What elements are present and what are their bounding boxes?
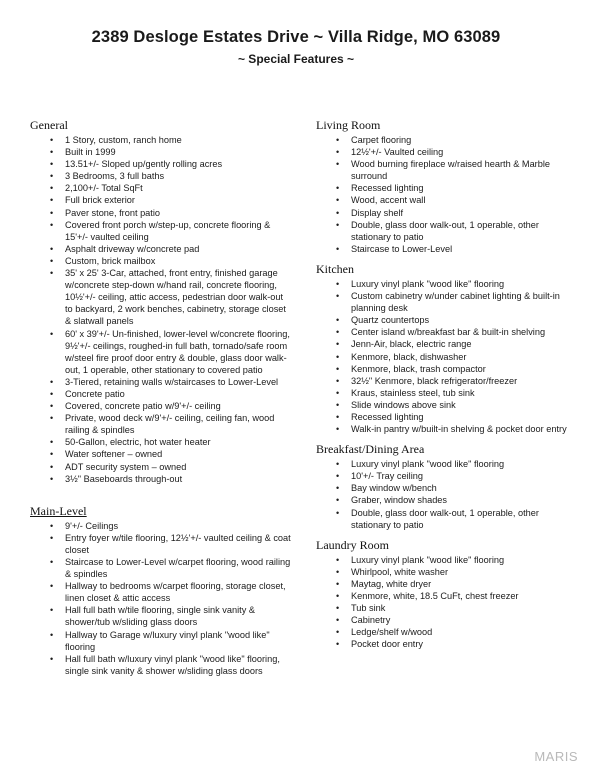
bullet-icon: • xyxy=(336,399,340,410)
feature-item xyxy=(30,580,292,604)
feature-text: Built in 1999 xyxy=(65,147,116,158)
right-column xyxy=(316,118,578,657)
feature-text: 50-Gallon, electric, hot water heater xyxy=(65,437,211,448)
feature-list xyxy=(316,134,578,255)
bullet-icon: • xyxy=(50,413,54,424)
feature-item xyxy=(30,376,292,388)
feature-list xyxy=(316,554,578,651)
bullet-icon: • xyxy=(50,171,54,182)
feature-text: 13.51+/- Sloped up/gently rolling acres xyxy=(65,159,223,170)
bullet-icon: • xyxy=(336,159,340,170)
feature-item xyxy=(316,554,578,566)
feature-text: Staircase to Lower-Level w/carpet flooring, wood railing & spindles xyxy=(65,557,291,580)
feature-text: 2,100+/- Total SqFt xyxy=(65,183,143,194)
feature-text: 60' x 39'+/- Un-finished, lower-level w/concrete flooring, 9½'+/- ceilings, roughed-in full bath, tornado/safe room w/steel fire proof door entry & double, glass door walk-out, 1 operable, other stationary to covered patio xyxy=(65,328,290,375)
feature-text: Quartz countertops xyxy=(351,315,430,326)
feature-item xyxy=(30,194,292,206)
bullet-icon: • xyxy=(336,603,340,614)
feature-text: 3½" Baseboards through-out xyxy=(65,473,183,484)
feature-item xyxy=(316,626,578,638)
bullet-icon: • xyxy=(336,135,340,145)
feature-item xyxy=(316,507,578,531)
feature-text: Water softener – owned xyxy=(65,449,163,460)
feature-text: Pocket door entry xyxy=(351,639,424,650)
feature-text: Recessed lighting xyxy=(351,183,424,194)
feature-item xyxy=(316,578,578,590)
feature-text: Kenmore, black, dishwasher xyxy=(351,351,467,362)
feature-text: Kraus, stainless steel, tub sink xyxy=(351,387,475,398)
bullet-icon: • xyxy=(336,639,340,650)
feature-text: Double, glass door walk-out, 1 operable, other stationary to patio xyxy=(351,219,539,242)
feature-item xyxy=(30,158,292,170)
feature-text: 3-Tiered, retaining walls w/staircases to Lower-Level xyxy=(65,376,279,387)
bullet-icon: • xyxy=(336,243,340,254)
bullet-icon: • xyxy=(336,363,340,374)
feature-item xyxy=(30,388,292,400)
bullet-icon: • xyxy=(50,605,54,616)
section-main-level xyxy=(30,504,292,677)
bullet-icon: • xyxy=(336,483,340,494)
feature-item xyxy=(316,194,578,206)
feature-text: Custom cabinetry w/under cabinet lighting & built-in planning desk xyxy=(351,291,560,314)
bullet-icon: • xyxy=(50,135,54,145)
feature-item xyxy=(316,602,578,614)
feature-text: Slide windows above sink xyxy=(351,399,456,410)
bullet-icon: • xyxy=(336,578,340,589)
feature-text: Luxury vinyl plank "wood like" flooring xyxy=(351,278,505,289)
bullet-icon: • xyxy=(336,459,340,470)
feature-text: 12½'+/- Vaulted ceiling xyxy=(351,147,444,158)
feature-item xyxy=(30,532,292,556)
feature-text: Entry foyer w/tile flooring, 12½'+/- vaulted ceiling & coat closet xyxy=(65,532,291,555)
bullet-icon: • xyxy=(336,278,340,289)
section-heading: Living Room xyxy=(316,118,381,132)
bullet-icon: • xyxy=(336,591,340,601)
bullet-icon: • xyxy=(336,219,340,230)
feature-text: Kenmore, white, 18.5 CuFt, chest freezer xyxy=(351,591,519,601)
feature-text: Display shelf xyxy=(351,207,404,218)
feature-text: 10'+/- Tray ceiling xyxy=(351,471,423,482)
feature-text: Jenn-Air, black, electric range xyxy=(351,339,472,350)
feature-item xyxy=(316,494,578,506)
feature-item xyxy=(30,255,292,267)
feature-item xyxy=(316,243,578,255)
feature-item xyxy=(30,182,292,194)
section-general xyxy=(30,118,292,485)
bullet-icon: • xyxy=(336,291,340,302)
feature-text: Asphalt driveway w/concrete pad xyxy=(65,243,200,254)
feature-text: Center island w/breakfast bar & built-in shelving xyxy=(351,327,546,338)
feature-text: Hallway to Garage w/luxury vinyl plank "wood like" flooring xyxy=(65,629,270,652)
bullet-icon: • xyxy=(336,471,340,482)
feature-item xyxy=(316,458,578,470)
feature-item xyxy=(316,314,578,326)
feature-item xyxy=(30,207,292,219)
feature-text: Cabinetry xyxy=(351,615,391,626)
feature-text: Tub sink xyxy=(351,603,386,614)
left-column xyxy=(30,118,292,684)
bullet-icon: • xyxy=(50,653,54,664)
bullet-icon: • xyxy=(50,243,54,254)
bullet-icon: • xyxy=(50,388,54,399)
feature-list xyxy=(316,278,578,435)
feature-text: 1 Story, custom, ranch home xyxy=(65,135,182,145)
bullet-icon: • xyxy=(50,219,54,230)
section-heading: Breakfast/Dining Area xyxy=(316,442,425,457)
feature-text: Walk-in pantry w/built-in shelving & pocket door entry xyxy=(351,424,567,435)
feature-item xyxy=(30,461,292,473)
feature-item xyxy=(316,638,578,650)
bullet-icon: • xyxy=(50,473,54,484)
feature-text: Paver stone, front patio xyxy=(65,207,160,218)
bullet-icon: • xyxy=(50,255,54,266)
feature-item xyxy=(316,614,578,626)
feature-text: Wood, accent wall xyxy=(351,195,426,206)
feature-text: Covered front porch w/step-up, concrete flooring & 15'+/- vaulted ceiling xyxy=(65,219,271,242)
feature-list xyxy=(30,134,292,485)
bullet-icon: • xyxy=(336,351,340,362)
feature-item xyxy=(30,267,292,327)
bullet-icon: • xyxy=(50,207,54,218)
feature-item xyxy=(316,338,578,350)
section-heading: Main-Level xyxy=(30,503,87,518)
document-header xyxy=(0,28,592,66)
feature-text: Double, glass door walk-out, 1 operable, other stationary to patio xyxy=(351,507,539,530)
section-kitchen xyxy=(316,262,578,435)
feature-text: ADT security system – owned xyxy=(65,461,187,472)
feature-text: 3 Bedrooms, 3 full baths xyxy=(65,171,165,182)
feature-item xyxy=(30,473,292,485)
section-heading: Laundry Room xyxy=(316,537,389,552)
feature-item xyxy=(316,590,578,602)
feature-item xyxy=(30,604,292,628)
bullet-icon: • xyxy=(50,449,54,460)
feature-text: Luxury vinyl plank "wood like" flooring xyxy=(351,459,505,470)
feature-text: Wood burning fireplace w/raised hearth & Marble surround xyxy=(351,159,550,182)
bullet-icon: • xyxy=(336,339,340,350)
feature-item xyxy=(316,278,578,290)
feature-item xyxy=(316,482,578,494)
feature-text: Private, wood deck w/9'+/- ceiling, ceiling fan, wood railing & spindles xyxy=(65,413,275,436)
feature-text: Graber, window shades xyxy=(351,495,448,506)
feature-text: 35' x 25' 3-Car, attached, front entry, finished garage w/concrete step-down w/hand rail, concrete flooring, 10½'+/- ceiling, attic access, pedestrian door walk-out to backyard, 2 work benches, cabinetry, storage closet & slatwall panels xyxy=(65,268,286,327)
feature-item xyxy=(30,146,292,158)
feature-item xyxy=(316,387,578,399)
bullet-icon: • xyxy=(50,581,54,592)
document-title: 2389 Desloge Estates Drive ~ Villa Ridge, MO 63089 xyxy=(91,28,501,46)
bullet-icon: • xyxy=(336,507,340,518)
feature-list xyxy=(316,458,578,531)
feature-item xyxy=(316,470,578,482)
bullet-icon: • xyxy=(336,566,340,577)
feature-text: Luxury vinyl plank "wood like" flooring xyxy=(351,554,505,565)
bullet-icon: • xyxy=(336,147,340,158)
feature-text: Concrete patio xyxy=(65,388,125,399)
feature-item xyxy=(316,423,578,435)
feature-text: Bay window w/bench xyxy=(351,483,437,494)
feature-text: Hall full bath w/luxury vinyl plank "wood like" flooring, single sink vanity & shower w/sliding glass doors xyxy=(65,653,280,676)
feature-text: Custom, brick mailbox xyxy=(65,255,156,266)
feature-text: 32½" Kenmore, black refrigerator/freezer xyxy=(351,375,518,386)
feature-text: Maytag, white dryer xyxy=(351,578,432,589)
feature-item xyxy=(316,158,578,182)
feature-item xyxy=(316,399,578,411)
section-heading: Kitchen xyxy=(316,261,354,276)
bullet-icon: • xyxy=(336,424,340,435)
bullet-icon: • xyxy=(50,532,54,543)
bullet-icon: • xyxy=(50,401,54,412)
bullet-icon: • xyxy=(336,387,340,398)
feature-text: Covered, concrete patio w/9'+/- ceiling xyxy=(65,401,221,412)
feature-item xyxy=(30,556,292,580)
section-spacer xyxy=(30,492,292,504)
feature-text: Hallway to bedrooms w/carpet flooring, storage closet, linen closet & attic access xyxy=(65,581,286,604)
bullet-icon: • xyxy=(336,495,340,506)
feature-text: Recessed lighting xyxy=(351,411,424,422)
bullet-icon: • xyxy=(50,183,54,194)
feature-item xyxy=(316,182,578,194)
feature-text: Hall full bath w/tile flooring, single sink vanity & shower/tub w/sliding glass doors xyxy=(65,605,255,628)
feature-item xyxy=(30,243,292,255)
bullet-icon: • xyxy=(50,268,54,279)
bullet-icon: • xyxy=(336,554,340,565)
feature-item xyxy=(30,170,292,182)
feature-item xyxy=(316,375,578,387)
feature-item xyxy=(316,363,578,375)
section-breakfast-dining-area xyxy=(316,442,578,531)
feature-item xyxy=(316,411,578,423)
bullet-icon: • xyxy=(50,376,54,387)
feature-item xyxy=(30,328,292,376)
feature-item xyxy=(316,146,578,158)
feature-item xyxy=(30,448,292,460)
bullet-icon: • xyxy=(336,615,340,626)
feature-item xyxy=(30,653,292,677)
feature-item xyxy=(30,400,292,412)
feature-text: Whirlpool, white washer xyxy=(351,566,449,577)
feature-item xyxy=(316,219,578,243)
feature-list xyxy=(30,520,292,677)
bullet-icon: • xyxy=(336,315,340,326)
feature-item xyxy=(316,290,578,314)
bullet-icon: • xyxy=(50,159,54,170)
feature-item xyxy=(316,207,578,219)
bullet-icon: • xyxy=(50,437,54,448)
bullet-icon: • xyxy=(50,629,54,640)
feature-text: 9'+/- Ceilings xyxy=(65,520,119,531)
feature-item xyxy=(30,134,292,146)
bullet-icon: • xyxy=(50,557,54,567)
section-laundry-room xyxy=(316,538,578,651)
bullet-icon: • xyxy=(50,147,54,158)
feature-item xyxy=(316,566,578,578)
feature-item xyxy=(30,436,292,448)
feature-item xyxy=(30,219,292,243)
section-living-room xyxy=(316,118,578,255)
feature-item xyxy=(316,351,578,363)
bullet-icon: • xyxy=(336,207,340,218)
document-subtitle: ~ Special Features ~ xyxy=(237,52,355,66)
feature-item xyxy=(316,134,578,146)
feature-item xyxy=(30,520,292,532)
feature-text: Kenmore, black, trash compactor xyxy=(351,363,486,374)
bullet-icon: • xyxy=(336,195,340,206)
feature-text: Staircase to Lower-Level xyxy=(351,243,453,254)
maris-watermark: MARIS xyxy=(534,749,578,764)
feature-item xyxy=(316,326,578,338)
bullet-icon: • xyxy=(336,627,340,638)
bullet-icon: • xyxy=(336,327,340,338)
bullet-icon: • xyxy=(336,375,340,386)
bullet-icon: • xyxy=(50,520,54,531)
bullet-icon: • xyxy=(336,183,340,194)
section-heading: General xyxy=(30,118,68,132)
feature-item xyxy=(30,412,292,436)
bullet-icon: • xyxy=(50,461,54,472)
bullet-icon: • xyxy=(50,195,54,206)
feature-text: Ledge/shelf w/wood xyxy=(351,627,433,638)
feature-text: Carpet flooring xyxy=(351,135,412,145)
bullet-icon: • xyxy=(336,411,340,422)
feature-item xyxy=(30,629,292,653)
bullet-icon: • xyxy=(50,328,54,339)
feature-text: Full brick exterior xyxy=(65,195,135,206)
